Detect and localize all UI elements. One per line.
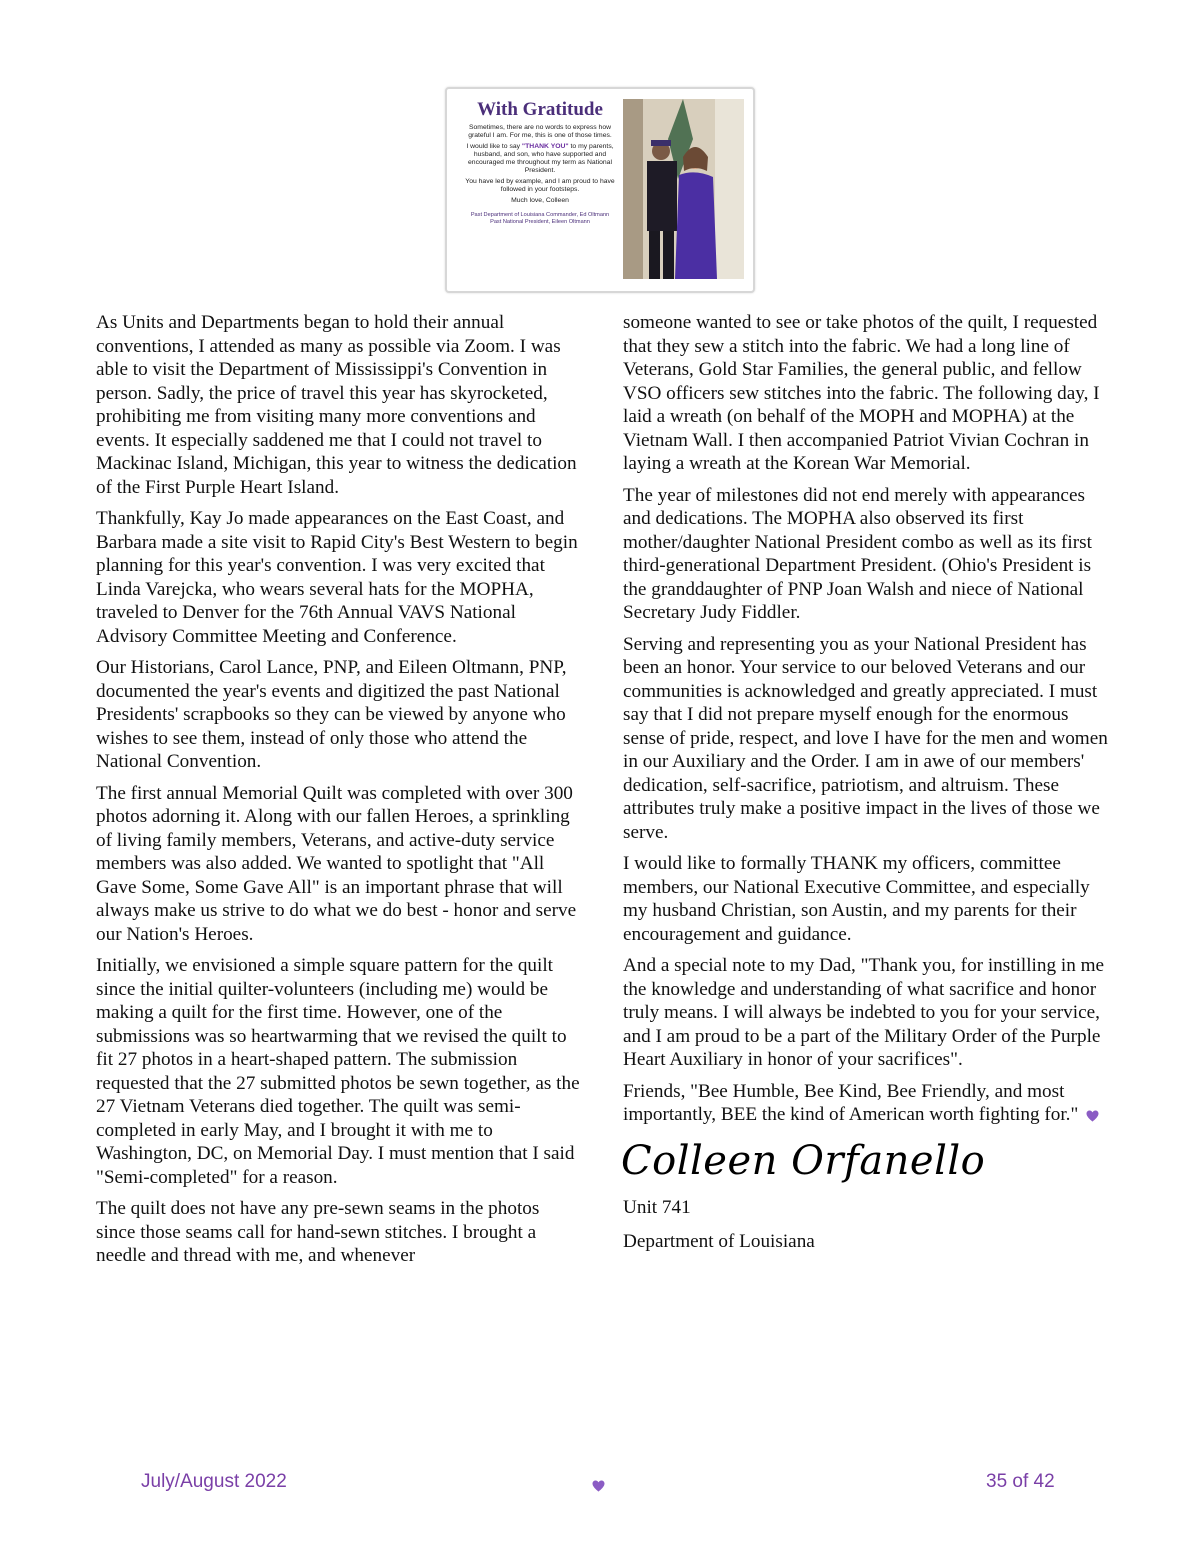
paragraph: someone wanted to see or take photos of the quilt, I requested that they sew a stitch into the fabric. We had a long line of Veterans, Gold Star Families, the general public, and fellow VSO officers sew stitches into the fabric. The following day, I laid a wreath (on behalf of the MOPH and MOPHA) at the Vietnam Wall. I then accompanied Patriot Vivian Cochran in laying a wreath at the Korean War Memorial. (623, 312, 1100, 474)
paragraph: Thankfully, Kay Jo made appearances on the East Coast, and Barbara made a site visit to Rapid City's Best Western to begin planning for this year's convention. I was very excited that Linda Varejcka, who wears several hats for the MOPHA, traveled to Denver for the 76th Annual VAVS National Advisory Committee Meeting and Conference. (96, 508, 578, 647)
card-credit-2: Past National President, Eileen Oltmann (490, 219, 590, 225)
paragraph: The quilt does not have any pre-sewn seams in the photos since those seams call for hand-sewn stitches. I brought a needle and thread with me, and whenever (96, 1198, 540, 1266)
card-text-3: You have led by example, and I am proud to have followed in your footsteps. (465, 178, 615, 193)
closing-paragraph (623, 1080, 1113, 1129)
card-text-2 (459, 143, 621, 175)
card-credit-1: Past Department of Louisiana Commander, Ed Oltmann (470, 212, 610, 218)
card-title: With Gratitude (477, 99, 603, 120)
footer-issue: July/August 2022 (141, 1471, 287, 1492)
purple-heart-icon (1086, 1105, 1099, 1129)
department-label: Department of Louisiana (623, 1230, 815, 1252)
paragraph: And a special note to my Dad, "Thank you, for instilling in me the knowledge and understanding of what sacrifice and honor truly means. I will always be indebted to you for your service, and I am proud to be a part of the Military Order of the Purple Heart Auxiliary in honor of your sacrifices". (623, 955, 1105, 1070)
card-sign: Much love, Colleen (511, 197, 569, 204)
card-text-2-pre: I would like to say (466, 143, 522, 150)
paragraph: Our Historians, Carol Lance, PNP, and Eileen Oltmann, PNP, documented the year's events and digitized the past National Presidents' scrapbooks so they can be viewed by anyone who wishes to see them, instead of only those who attend the National Convention. (96, 657, 567, 772)
paragraph: The first annual Memorial Quilt was completed with over 300 photos adorning it. Along with our fallen Heroes, a sprinkling of living family members, Veterans, and active-duty service members was also added. We wanted to spotlight that "All Gave Some, Some Gave All" is an important phrase that will always make us strive to do what we do best - honor and serve our Nation's Heroes. (96, 782, 577, 945)
purple-heart-icon (592, 1479, 605, 1497)
paragraph: Serving and representing you as your National President has been an honor. Your service to our beloved Veterans and our communities is acknowledged and greatly appreciated. I must say that I did not prepare myself enough for the enormous sense of pride, respect, and love I have for the men and women in our Auxiliary and the Order. I am in awe of our members' dedication, self-sacrifice, patriotism, and altruism. These attributes truly make a positive impact in the lives of those we serve. (623, 633, 1108, 843)
signature: Colleen Orfanello (621, 1137, 986, 1184)
paragraph: Initially, we envisioned a simple square pattern for the quilt since the initial quilter-volunteers (including me) would be making a quilt for the first time. However, one of the submissions was so heartwarming that we revised the quilt to fit 27 photos in a heart-shaped pattern. The submission requested that the 27 submitted photos be sewn together, as the 27 Vietnam Veterans died together. The quilt was semi-completed in early May, and I brought it with me to Washington, DC, on Memorial Day. I must mention that I said "Semi-completed" for a reason. (96, 955, 580, 1188)
paragraph: I would like to formally THANK my officers, committee members, our National Executive Committee, and especially my husband Christian, son Austin, and my parents for their encouragement and guidance. (623, 853, 1090, 945)
closing-text: Friends, "Bee Humble, Bee Kind, Bee Friendly, and most importantly, BEE the kind of American worth fighting for." (623, 1080, 1079, 1125)
card-text-2-post: to my parents, husband, and son, who have supported and encouraged me throughout my term as National President. (468, 143, 614, 174)
paragraph: The year of milestones did not end merely with appearances and dedications. The MOPHA also observed its first mother/daughter National President combo as well as its first third-generational Department President. (Ohio's President is the granddaughter of PNP Joan Walsh and niece of National Secretary Judy Fiddler. (623, 484, 1092, 623)
card-text-1: Sometimes, there are no words to express how grateful I am. For me, this is one of those times. (468, 124, 612, 139)
paragraph: As Units and Departments began to hold their annual conventions, I attended as many as possible via Zoom. I was able to visit the Department of Mississippi's Convention in person. Sadly, the price of travel this year has skyrocketed, prohibiting me from visiting many more conventions and events. It especially saddened me that I could not travel to Mackinac Island, Michigan, this year to witness the dedication of the First Purple Heart Island. (96, 312, 577, 498)
right-column (623, 311, 1113, 1263)
footer-page-number: 35 of 42 (986, 1471, 1055, 1492)
card-thanks: "THANK YOU" (521, 143, 569, 150)
unit-label: Unit 741 (623, 1196, 691, 1218)
left-column (96, 311, 580, 1276)
gratitude-card (459, 99, 621, 277)
gratitude-photo (445, 87, 755, 293)
couple-photo (623, 99, 744, 279)
